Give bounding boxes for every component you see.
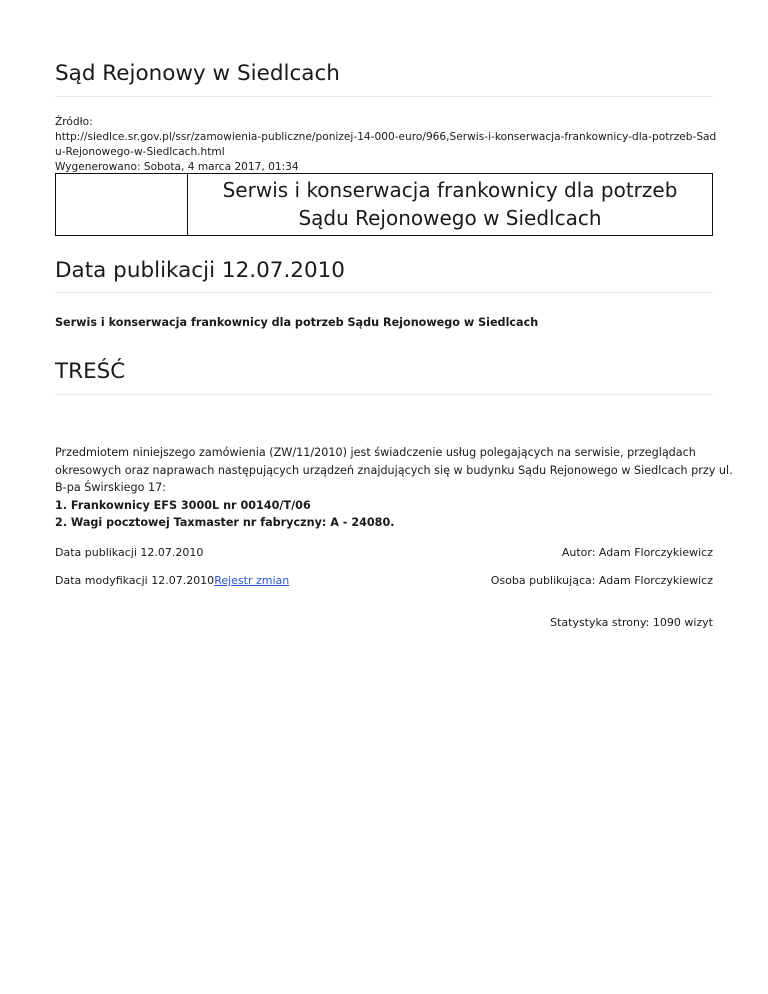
title-box-empty-cell [56, 174, 188, 235]
body-line: okresowych oraz naprawach następujących urządzeń znajdujących się w budynku Sądu Rejonowego w Siedlcach przy ul. [55, 463, 733, 477]
generated-timestamp: Wygenerowano: Sobota, 4 marca 2017, 01:34 [55, 161, 299, 173]
published-date: Data publikacji 12.07.2010 [55, 546, 204, 559]
changelog-link[interactable]: Rejestr zmian [214, 574, 290, 587]
source-url-line1: http://siedlce.sr.gov.pl/ssr/zamowienia-publiczne/ponizej-14-000-euro/966,Serwis-i-konserwacja-frankownicy-dla-potrzeb-Sad [55, 131, 717, 143]
list-item: 1. Frankownicy EFS 3000L nr 00140/T/06 [55, 498, 311, 512]
source-label: Źródło: [55, 116, 93, 128]
list-item: 2. Wagi pocztowej Taxmaster nr fabryczny: A - 24080. [55, 516, 395, 529]
publisher: Osoba publikująca: Adam Florczykiewicz [490, 574, 713, 587]
article-title [188, 174, 712, 237]
divider [55, 292, 713, 293]
page-stats: Statystyka strony: 1090 wizyt [550, 616, 713, 629]
divider [55, 96, 713, 97]
source-url-line2: u-Rejonowego-w-Siedlcach.html [55, 146, 225, 158]
modified-info [55, 573, 289, 588]
site-title: Sąd Rejonowy w Siedlcach [55, 61, 340, 86]
article-title-line2: Sądu Rejonowego w Siedlcach [298, 206, 602, 230]
article-lead: Serwis i konserwacja frankownicy dla potrzeb Sądu Rejonowego w Siedlcach [55, 316, 539, 329]
article-body [55, 444, 733, 532]
source-info [55, 115, 717, 175]
article-title-line1: Serwis i konserwacja frankownicy dla potrzeb [222, 178, 678, 202]
publication-date-heading: Data publikacji 12.07.2010 [55, 258, 345, 283]
author: Autor: Adam Florczykiewicz [561, 546, 713, 559]
body-line: Przedmiotem niniejszego zamówienia (ZW/11/2010) jest świadczenie usług polegających na serwisie, przeglądach [55, 446, 696, 459]
article-title-box [55, 173, 713, 236]
body-line: B-pa Świrskiego 17: [55, 481, 166, 494]
content-heading: TREŚĆ [55, 359, 126, 384]
modified-date: Data modyfikacji 12.07.2010 [55, 574, 215, 587]
divider [55, 394, 713, 395]
